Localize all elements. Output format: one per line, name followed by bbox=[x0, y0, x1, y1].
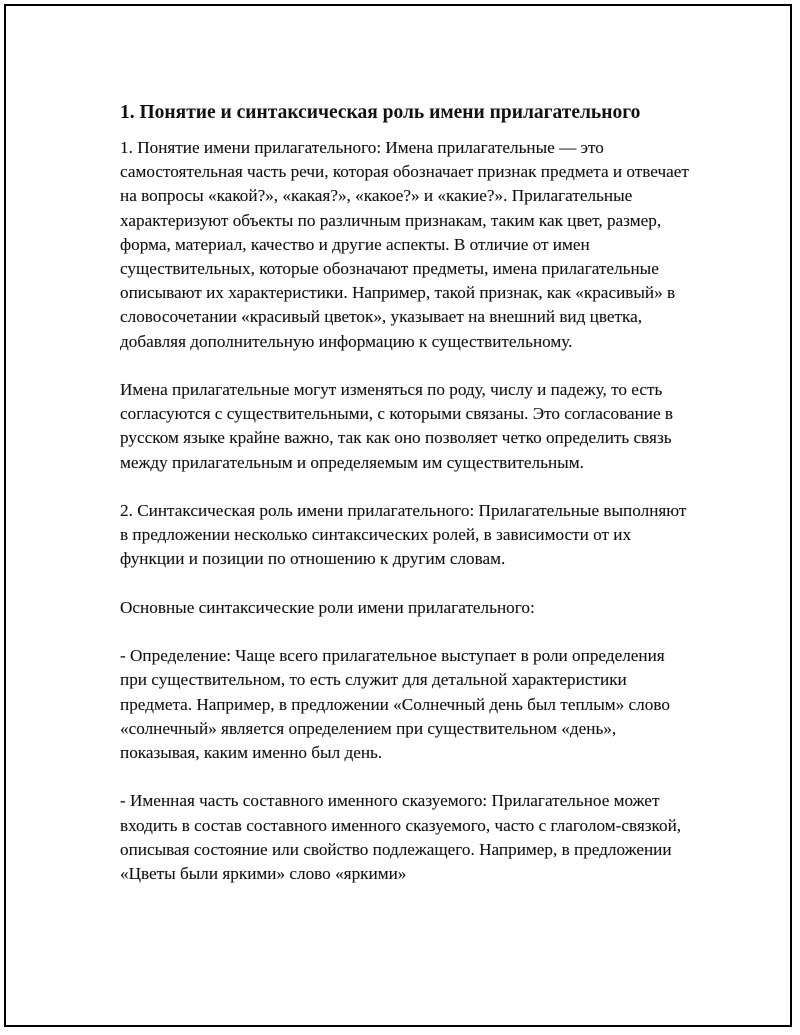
section-heading: 1. Понятие и синтаксическая роль имени прилагательного bbox=[120, 102, 641, 123]
paragraph-definition: 1. Понятие имени прилагательного: Имена прилагательные — это самостоятельная часть речи, которая обозначает признак предмета и отвечает на вопросы «какой?», «какая?», «какое?» и «какие?». Прилагательные характеризуют объекты по различным признакам, таким как цвет, размер, форма, материал, качество и другие аспекты. В отличие от имен существительных, которые обозначают предметы, имена прилагательные описывают их характеристики. Например, такой признак, как «красивый» в словосочетании «красивый цветок», указывает на внешний вид цветка, добавляя дополнительную информацию к существительному. bbox=[120, 138, 689, 351]
document-page bbox=[4, 4, 792, 1027]
paragraph-agreement: Имена прилагательные могут изменяться по роду, числу и падежу, то есть согласуются с существительными, с которыми связаны. Это согласование в русском языке крайне важно, так как оно позволяет четко определить связь между прилагательным и определяемым им существительным. bbox=[120, 380, 674, 472]
paragraph-role-predicate: - Именная часть составного именного сказуемого: Прилагательное может входить в состав составного именного сказуемого, часто с глаголом-связкой, описывая состояние или свойство подлежащего. Например, в предложении «Цветы были яркими» слово «яркими» bbox=[120, 791, 682, 884]
paragraph-roles-intro: Основные синтаксические роли имени прилагательного: bbox=[120, 597, 535, 617]
paragraph-syntactic-role: 2. Синтаксическая роль имени прилагательного: Прилагательные выполняют в предложении несколько синтаксических ролей, в зависимости от их функции и позиции по отношению к другим словам. bbox=[120, 501, 687, 569]
document-body bbox=[120, 100, 695, 910]
paragraph-role-attribute: - Определение: Чаще всего прилагательное выступает в роли определения при существительном, то есть служит для детальной характеристики предмета. Например, в предложении «Солнечный день был теплым» слово «солнечный» является определением при существительном «день», показывая, каким именно был день. bbox=[120, 646, 670, 763]
